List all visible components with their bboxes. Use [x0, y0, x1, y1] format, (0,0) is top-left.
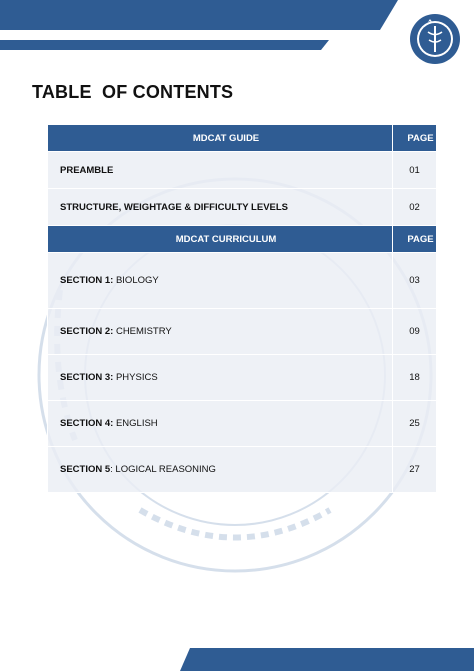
- toc-header-page: PAGE: [393, 125, 437, 152]
- toc-item-page: 01: [393, 152, 437, 189]
- section-subject: : LOGICAL REASONING: [110, 464, 216, 475]
- section-subject: CHEMISTRY: [113, 326, 172, 337]
- toc-item-page: 25: [393, 401, 437, 447]
- toc-item-title[interactable]: [48, 253, 393, 309]
- section-number: SECTION 3:: [60, 372, 114, 383]
- toc-item-title[interactable]: [48, 355, 393, 401]
- toc-item-page: 02: [393, 189, 437, 226]
- toc-row-preamble[interactable]: [48, 152, 437, 189]
- toc-header-label: MDCAT CURRICULUM: [48, 226, 393, 253]
- toc-row-section-2[interactable]: [48, 309, 437, 355]
- toc-row-section-1[interactable]: [48, 253, 437, 309]
- toc-header-guide: [48, 125, 437, 152]
- toc-row-section-5[interactable]: [48, 447, 437, 493]
- section-subject: ENGLISH: [113, 418, 158, 429]
- toc-row-section-4[interactable]: [48, 401, 437, 447]
- section-number: SECTION 5: [60, 464, 111, 475]
- toc-item-title[interactable]: [48, 447, 393, 493]
- page-title: TABLE OF CONTENTS: [32, 82, 234, 102]
- section-subject: BIOLOGY: [113, 275, 159, 286]
- toc-row-structure[interactable]: [48, 189, 437, 226]
- section-number: SECTION 4:: [60, 418, 114, 429]
- section-subject: PHYSICS: [113, 372, 158, 383]
- toc-item-title[interactable]: [48, 309, 393, 355]
- section-number: SECTION 2:: [60, 326, 114, 337]
- toc-header-label: MDCAT GUIDE: [48, 125, 393, 152]
- toc-item-title[interactable]: PREAMBLE: [48, 152, 393, 189]
- bottom-banner-decoration: [0, 648, 474, 671]
- toc-item-page: 18: [393, 355, 437, 401]
- toc-item-title[interactable]: STRUCTURE, WEIGHTAGE & DIFFICULTY LEVELS: [48, 189, 393, 226]
- toc-item-title[interactable]: [48, 401, 393, 447]
- toc-item-page: 27: [393, 447, 437, 493]
- toc-item-page: 09: [393, 309, 437, 355]
- toc-row-section-3[interactable]: [48, 355, 437, 401]
- section-number: SECTION 1:: [60, 275, 114, 286]
- table-of-contents: [47, 124, 437, 493]
- toc-header-page: PAGE: [393, 226, 437, 253]
- pmdc-logo: [402, 12, 468, 66]
- toc-header-curriculum: [48, 226, 437, 253]
- toc-item-page: 03: [393, 253, 437, 309]
